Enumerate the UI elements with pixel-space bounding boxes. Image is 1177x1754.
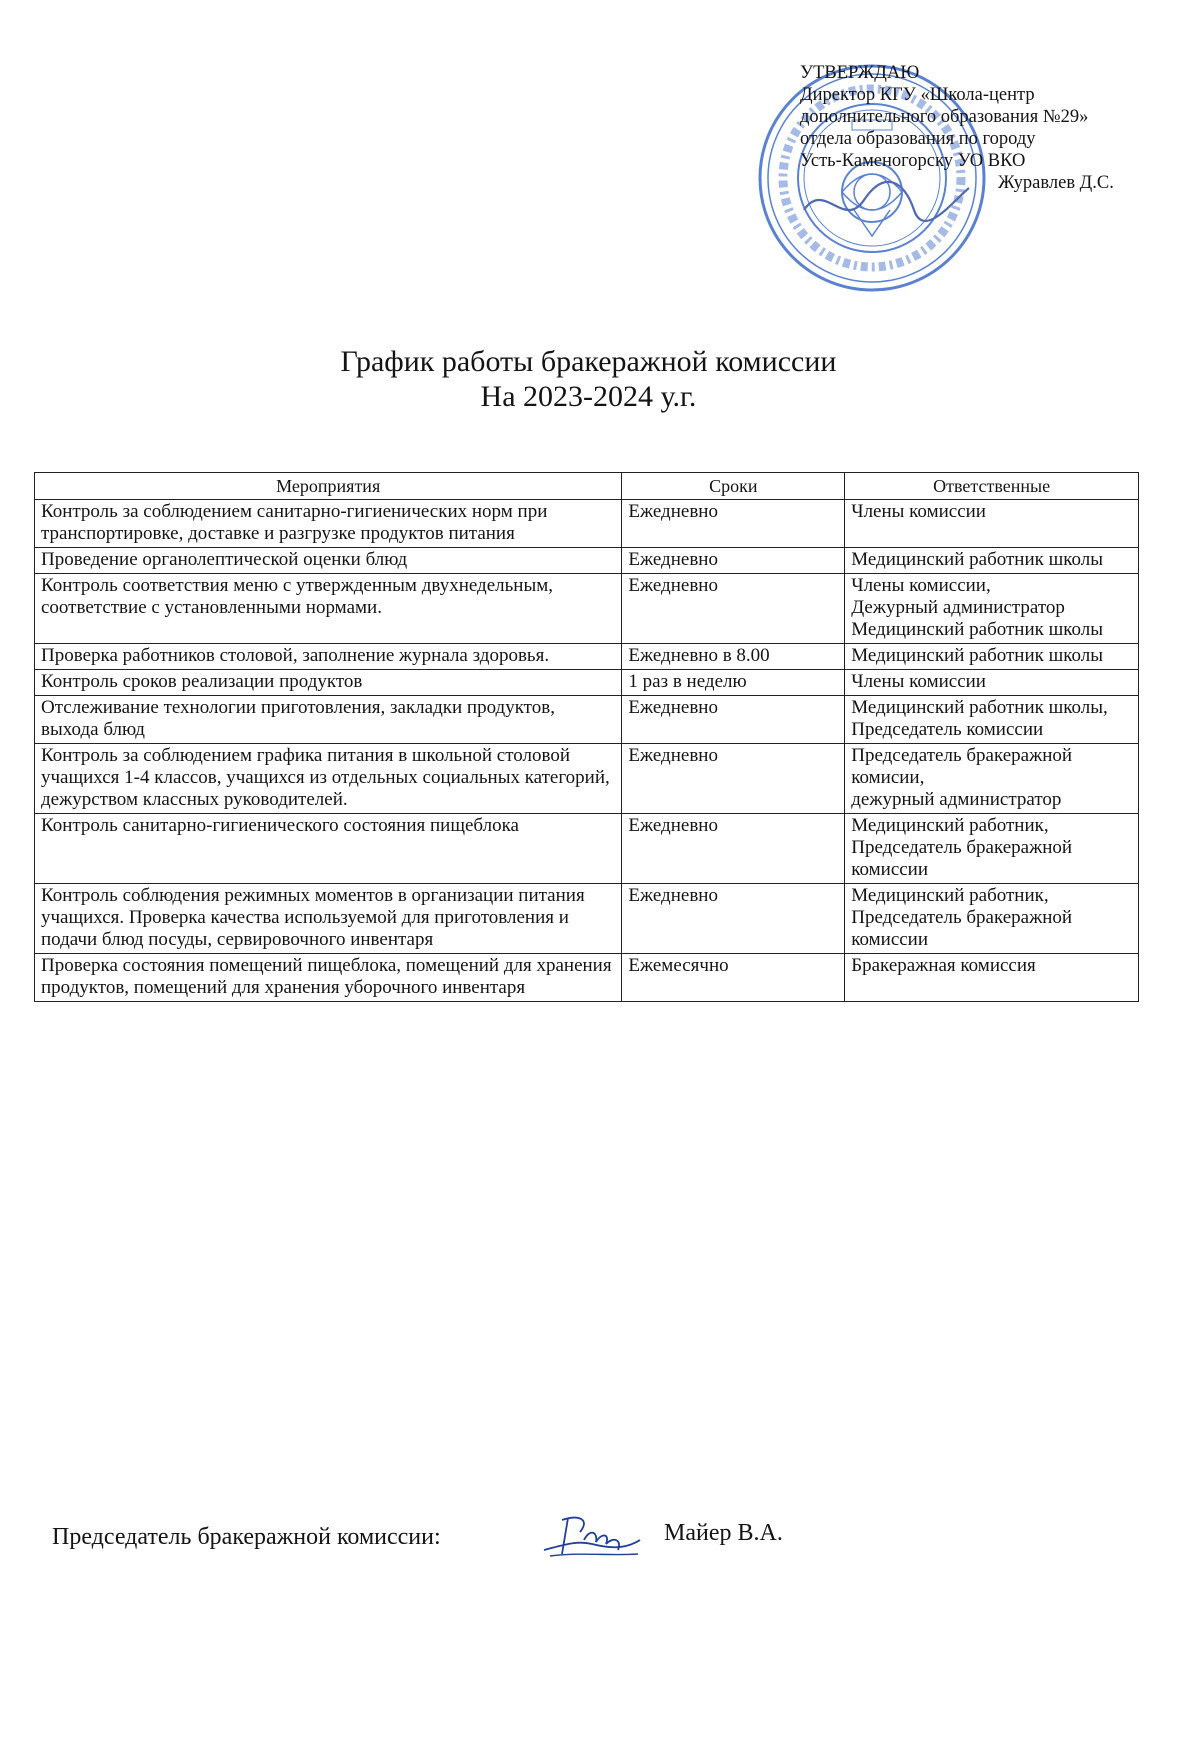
table-row (35, 696, 1139, 744)
approval-line: Директор КГУ «Школа-центр (800, 85, 1035, 105)
term-cell: Ежедневно (622, 814, 845, 884)
responsible-line: Председатель бракеражной комисии, (851, 745, 1073, 788)
chair-signature-image (540, 1510, 644, 1566)
responsible-cell (845, 670, 1139, 696)
responsible-line: Медицинский работник, (851, 885, 1049, 906)
chair-name: Майер В.А. (664, 1520, 783, 1546)
table-row (35, 644, 1139, 670)
responsible-line: Члены комиссии (851, 671, 986, 692)
table-row (35, 548, 1139, 574)
footer-signature (52, 1510, 952, 1570)
activity-cell: Проведение органолептической оценки блюд (35, 548, 622, 574)
responsible-cell (845, 574, 1139, 644)
responsible-line: Председатель бракеражной комиссии (851, 837, 1073, 880)
responsible-line: Члены комиссии, (851, 575, 991, 596)
chair-label: Председатель бракеражной комиссии: (52, 1524, 441, 1550)
title-line-main: График работы бракеражной комиссии (340, 345, 837, 378)
activity-cell: Контроль санитарно-гигиенического состояния пищеблока (35, 814, 622, 884)
table-row (35, 744, 1139, 814)
header-responsible: Ответственные (845, 473, 1139, 500)
responsible-line: дежурный администратор (851, 789, 1062, 810)
header-activities: Мероприятия (35, 473, 622, 500)
approval-line: Усть-Каменогорску УО ВКО (800, 151, 1026, 171)
responsible-cell (845, 954, 1139, 1002)
activity-cell: Контроль за соблюдением графика питания в школьной столовой учащихся 1-4 классов, учащихся из отдельных социальных категорий, дежурством классных руководителей. (35, 744, 622, 814)
title-line-year: На 2023-2024 у.г. (480, 380, 697, 413)
responsible-cell (845, 548, 1139, 574)
responsible-line: Медицинский работник школы (851, 619, 1103, 640)
approval-line: отдела образования по городу (800, 129, 1036, 149)
responsible-cell (845, 696, 1139, 744)
term-cell: Ежедневно (622, 500, 845, 548)
responsible-line: Медицинский работник школы, Председатель комиссии (851, 697, 1108, 740)
term-cell: Ежедневно (622, 548, 845, 574)
term-cell: Ежедневно (622, 884, 845, 954)
table-row (35, 500, 1139, 548)
term-cell: Ежемесячно (622, 954, 845, 1002)
schedule-table (34, 472, 1139, 1002)
responsible-line: Бракеражная комиссия (851, 955, 1036, 976)
table-row (35, 954, 1139, 1002)
term-cell: Ежедневно (622, 696, 845, 744)
approval-block (800, 62, 1140, 194)
activity-cell: Контроль соблюдения режимных моментов в организации питания учащихся. Проверка качества используемой для приготовления и подачи блюд посуды, сервировочного инвентаря (35, 884, 622, 954)
responsible-cell (845, 644, 1139, 670)
responsible-cell (845, 500, 1139, 548)
activity-cell: Отслеживание технологии приготовления, закладки продуктов, выхода блюд (35, 696, 622, 744)
term-cell: Ежедневно (622, 574, 845, 644)
header-terms: Сроки (622, 473, 845, 500)
responsible-line: Члены комиссии (851, 501, 986, 522)
responsible-line: Медицинский работник школы (851, 549, 1103, 570)
responsible-line: Медицинский работник, (851, 815, 1049, 836)
approval-signatory: Журавлев Д.С. (998, 173, 1114, 193)
activity-cell: Проверка состояния помещений пищеблока, помещений для хранения продуктов, помещений для хранения уборочного инвентаря (35, 954, 622, 1002)
table-body (35, 500, 1139, 1002)
term-cell: Ежедневно в 8.00 (622, 644, 845, 670)
approval-line: дополнительного образования №29» (800, 107, 1089, 127)
table-row (35, 884, 1139, 954)
activity-cell: Контроль соответствия меню с утвержденным двухнедельным, соответствие с установленными нормами. (35, 574, 622, 644)
table-row (35, 670, 1139, 696)
term-cell: Ежедневно (622, 744, 845, 814)
activity-cell: Контроль за соблюдением санитарно-гигиенических норм при транспортировке, доставке и разгрузке продуктов питания (35, 500, 622, 548)
document-title (0, 344, 1177, 414)
approval-line: УТВЕРЖДАЮ (800, 63, 920, 83)
responsible-cell (845, 814, 1139, 884)
table-header-row (35, 473, 1139, 500)
responsible-line: Медицинский работник школы (851, 645, 1103, 666)
activity-cell: Контроль сроков реализации продуктов (35, 670, 622, 696)
activity-cell: Проверка работников столовой, заполнение журнала здоровья. (35, 644, 622, 670)
term-cell: 1 раз в неделю (622, 670, 845, 696)
responsible-line: Дежурный администратор (851, 597, 1065, 618)
responsible-cell (845, 884, 1139, 954)
table-row (35, 814, 1139, 884)
responsible-line: Председатель бракеражной комиссии (851, 907, 1073, 950)
responsible-cell (845, 744, 1139, 814)
table-row (35, 574, 1139, 644)
